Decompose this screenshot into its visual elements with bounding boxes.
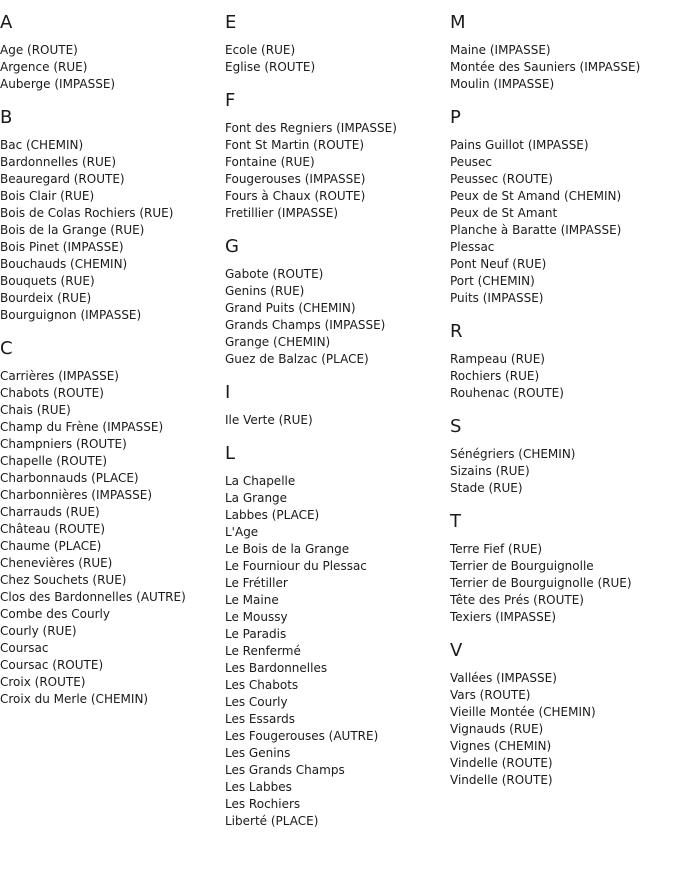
street-name: Grand Puits (CHEMIN): [225, 301, 356, 315]
street-name: Vindelle (ROUTE): [450, 756, 553, 770]
street-name: Sénégriers (CHEMIN): [450, 447, 576, 461]
section-letter-heading: F: [225, 90, 236, 111]
street-name: Combe des Courly: [0, 607, 110, 621]
street-name: Carrières (IMPASSE): [0, 369, 119, 383]
letter-section: [450, 511, 675, 626]
street-name: Vallées (IMPASSE): [450, 671, 557, 685]
street-name: Bois de la Grange (RUE): [0, 223, 145, 237]
street-name: Ecole (RUE): [225, 43, 296, 57]
street-name: Charbonnières (IMPASSE): [0, 488, 153, 502]
street-name: Terre Fief (RUE): [450, 542, 543, 556]
street-name: Genins (RUE): [225, 284, 305, 298]
section-letter-heading: R: [450, 321, 463, 342]
street-name: Font St Martin (ROUTE): [225, 138, 365, 152]
street-name: Fours à Chaux (ROUTE): [225, 189, 366, 203]
street-name: Texiers (IMPASSE): [450, 610, 557, 624]
street-name: Plessac: [450, 240, 495, 254]
section-letter-heading: V: [450, 640, 463, 661]
section-letter-heading: T: [450, 511, 461, 532]
street-name: Labbes (PLACE): [225, 508, 320, 522]
street-name: Fretillier (IMPASSE): [225, 206, 339, 220]
street-name: Rampeau (RUE): [450, 352, 545, 366]
street-name: Charrauds (RUE): [0, 505, 100, 519]
street-name: Fougerouses (IMPASSE): [225, 172, 366, 186]
letter-section: [0, 107, 225, 324]
street-name: Puits (IMPASSE): [450, 291, 544, 305]
letter-section: [450, 321, 675, 402]
street-name: Chez Souchets (RUE): [0, 573, 127, 587]
street-name: Chabots (ROUTE): [0, 386, 104, 400]
street-name: Bouquets (RUE): [0, 274, 95, 288]
street-name: Pains Guillot (IMPASSE): [450, 138, 589, 152]
street-name: Bac (CHEMIN): [0, 138, 84, 152]
street-name: Chapelle (ROUTE): [0, 454, 108, 468]
street-name: Peusec: [450, 155, 493, 169]
street-name: Le Frétiller: [225, 576, 288, 590]
street-name: Montée des Sauniers (IMPASSE): [450, 60, 641, 74]
street-name: Peux de St Amand (CHEMIN): [450, 189, 622, 203]
street-name: Beauregard (ROUTE): [0, 172, 125, 186]
section-letter-heading: I: [225, 382, 231, 403]
street-index-column-2: [225, 0, 450, 830]
street-name: Vignes (CHEMIN): [450, 739, 552, 753]
street-name: Terrier de Bourguignolle: [450, 559, 594, 573]
street-name: Croix du Merle (CHEMIN): [0, 692, 149, 706]
street-name: Chaume (PLACE): [0, 539, 102, 553]
street-name: Bois de Colas Rochiers (RUE): [0, 206, 174, 220]
street-name: Rouhenac (ROUTE): [450, 386, 564, 400]
street-name: Argence (RUE): [0, 60, 88, 74]
street-name: Le Bois de la Grange: [225, 542, 350, 556]
street-name: Château (ROUTE): [0, 522, 106, 536]
street-name: Bardonnelles (RUE): [0, 155, 117, 169]
street-list: [0, 137, 225, 324]
street-index-column-1: [0, 0, 225, 708]
street-name: Ile Verte (RUE): [225, 413, 313, 427]
letter-section: [450, 640, 675, 789]
street-name: Les Rochiers: [225, 797, 301, 811]
street-name: Moulin (IMPASSE): [450, 77, 555, 91]
street-name: Le Maine: [225, 593, 279, 607]
street-name: Vars (ROUTE): [450, 688, 531, 702]
section-letter-heading: B: [0, 107, 13, 128]
letter-section: [0, 338, 225, 708]
street-name: Bois Pinet (IMPASSE): [0, 240, 124, 254]
street-name: Croix (ROUTE): [0, 675, 86, 689]
street-name: Coursac: [0, 641, 49, 655]
street-name: Bourdeix (RUE): [0, 291, 92, 305]
street-name: Chenevières (RUE): [0, 556, 113, 570]
letter-section: [225, 12, 450, 76]
section-letter-heading: C: [0, 338, 13, 359]
street-name: Les Genins: [225, 746, 291, 760]
street-name: Courly (RUE): [0, 624, 77, 638]
street-name: Vindelle (ROUTE): [450, 773, 553, 787]
letter-section: [225, 236, 450, 368]
section-letter-heading: G: [225, 236, 239, 257]
street-name: Clos des Bardonnelles (AUTRE): [0, 590, 186, 604]
street-name: Vignauds (RUE): [450, 722, 544, 736]
street-list: [450, 351, 675, 402]
street-name: Bois Clair (RUE): [0, 189, 95, 203]
street-name: Les Labbes: [225, 780, 292, 794]
letter-section: [225, 90, 450, 222]
letter-section: [450, 416, 675, 497]
street-list: [450, 541, 675, 626]
street-name: Le Renfermé: [225, 644, 301, 658]
section-letter-heading: M: [450, 12, 466, 33]
letter-section: [450, 107, 675, 307]
street-list: [225, 266, 450, 368]
street-name: Guez de Balzac (PLACE): [225, 352, 369, 366]
street-name: Port (CHEMIN): [450, 274, 535, 288]
street-name: Les Essards: [225, 712, 295, 726]
street-name: Auberge (IMPASSE): [0, 77, 116, 91]
street-name: Maine (IMPASSE): [450, 43, 551, 57]
section-letter-heading: L: [225, 443, 236, 464]
street-name: L'Age: [225, 525, 259, 539]
street-list: [225, 42, 450, 76]
section-letter-heading: E: [225, 12, 237, 33]
section-letter-heading: S: [450, 416, 462, 437]
street-name: Les Courly: [225, 695, 288, 709]
letter-section: [450, 12, 675, 93]
street-name: Stade (RUE): [450, 481, 523, 495]
street-list: [450, 670, 675, 789]
street-list: [450, 137, 675, 307]
street-name: Vieille Montée (CHEMIN): [450, 705, 596, 719]
street-name: Font des Regniers (IMPASSE): [225, 121, 397, 135]
street-name: Eglise (ROUTE): [225, 60, 316, 74]
street-name: Terrier de Bourguignolle (RUE): [450, 576, 632, 590]
street-name: La Grange: [225, 491, 288, 505]
street-name: Champniers (ROUTE): [0, 437, 127, 451]
street-name: Le Paradis: [225, 627, 287, 641]
street-name: Bourguignon (IMPASSE): [0, 308, 142, 322]
street-name: Coursac (ROUTE): [0, 658, 104, 672]
street-name: Les Bardonnelles: [225, 661, 328, 675]
street-name: Les Chabots: [225, 678, 299, 692]
street-list: [225, 120, 450, 222]
street-name: Peussec (ROUTE): [450, 172, 553, 186]
street-name: Gabote (ROUTE): [225, 267, 324, 281]
street-name: Les Fougerouses (AUTRE): [225, 729, 379, 743]
street-name: Fontaine (RUE): [225, 155, 315, 169]
street-list: [0, 42, 225, 93]
letter-section: [0, 12, 225, 93]
street-list: [225, 473, 450, 830]
street-name: Tête des Prés (ROUTE): [450, 593, 584, 607]
street-name: Rochiers (RUE): [450, 369, 540, 383]
street-index-column-3: [450, 0, 675, 789]
street-name: Peux de St Amant: [450, 206, 558, 220]
street-name: Le Fourniour du Plessac: [225, 559, 367, 573]
street-name: Liberté (PLACE): [225, 814, 319, 828]
street-name: Charbonnauds (PLACE): [0, 471, 139, 485]
street-name: Grange (CHEMIN): [225, 335, 331, 349]
section-letter-heading: P: [450, 107, 461, 128]
street-list: [0, 368, 225, 708]
letter-section: [225, 443, 450, 830]
street-name: La Chapelle: [225, 474, 296, 488]
street-name: Pont Neuf (RUE): [450, 257, 547, 271]
street-name: Le Moussy: [225, 610, 288, 624]
street-name: Sizains (RUE): [450, 464, 530, 478]
street-name: Champ du Frène (IMPASSE): [0, 420, 164, 434]
street-name: Chais (RUE): [0, 403, 71, 417]
street-name: Grands Champs (IMPASSE): [225, 318, 386, 332]
street-name: Age (ROUTE): [0, 43, 78, 57]
street-name: Les Grands Champs: [225, 763, 345, 777]
street-list: [225, 412, 450, 429]
section-letter-heading: A: [0, 12, 13, 33]
street-name: Planche à Baratte (IMPASSE): [450, 223, 622, 237]
street-list: [450, 446, 675, 497]
street-name: Bouchauds (CHEMIN): [0, 257, 128, 271]
street-list: [450, 42, 675, 93]
letter-section: [225, 382, 450, 429]
